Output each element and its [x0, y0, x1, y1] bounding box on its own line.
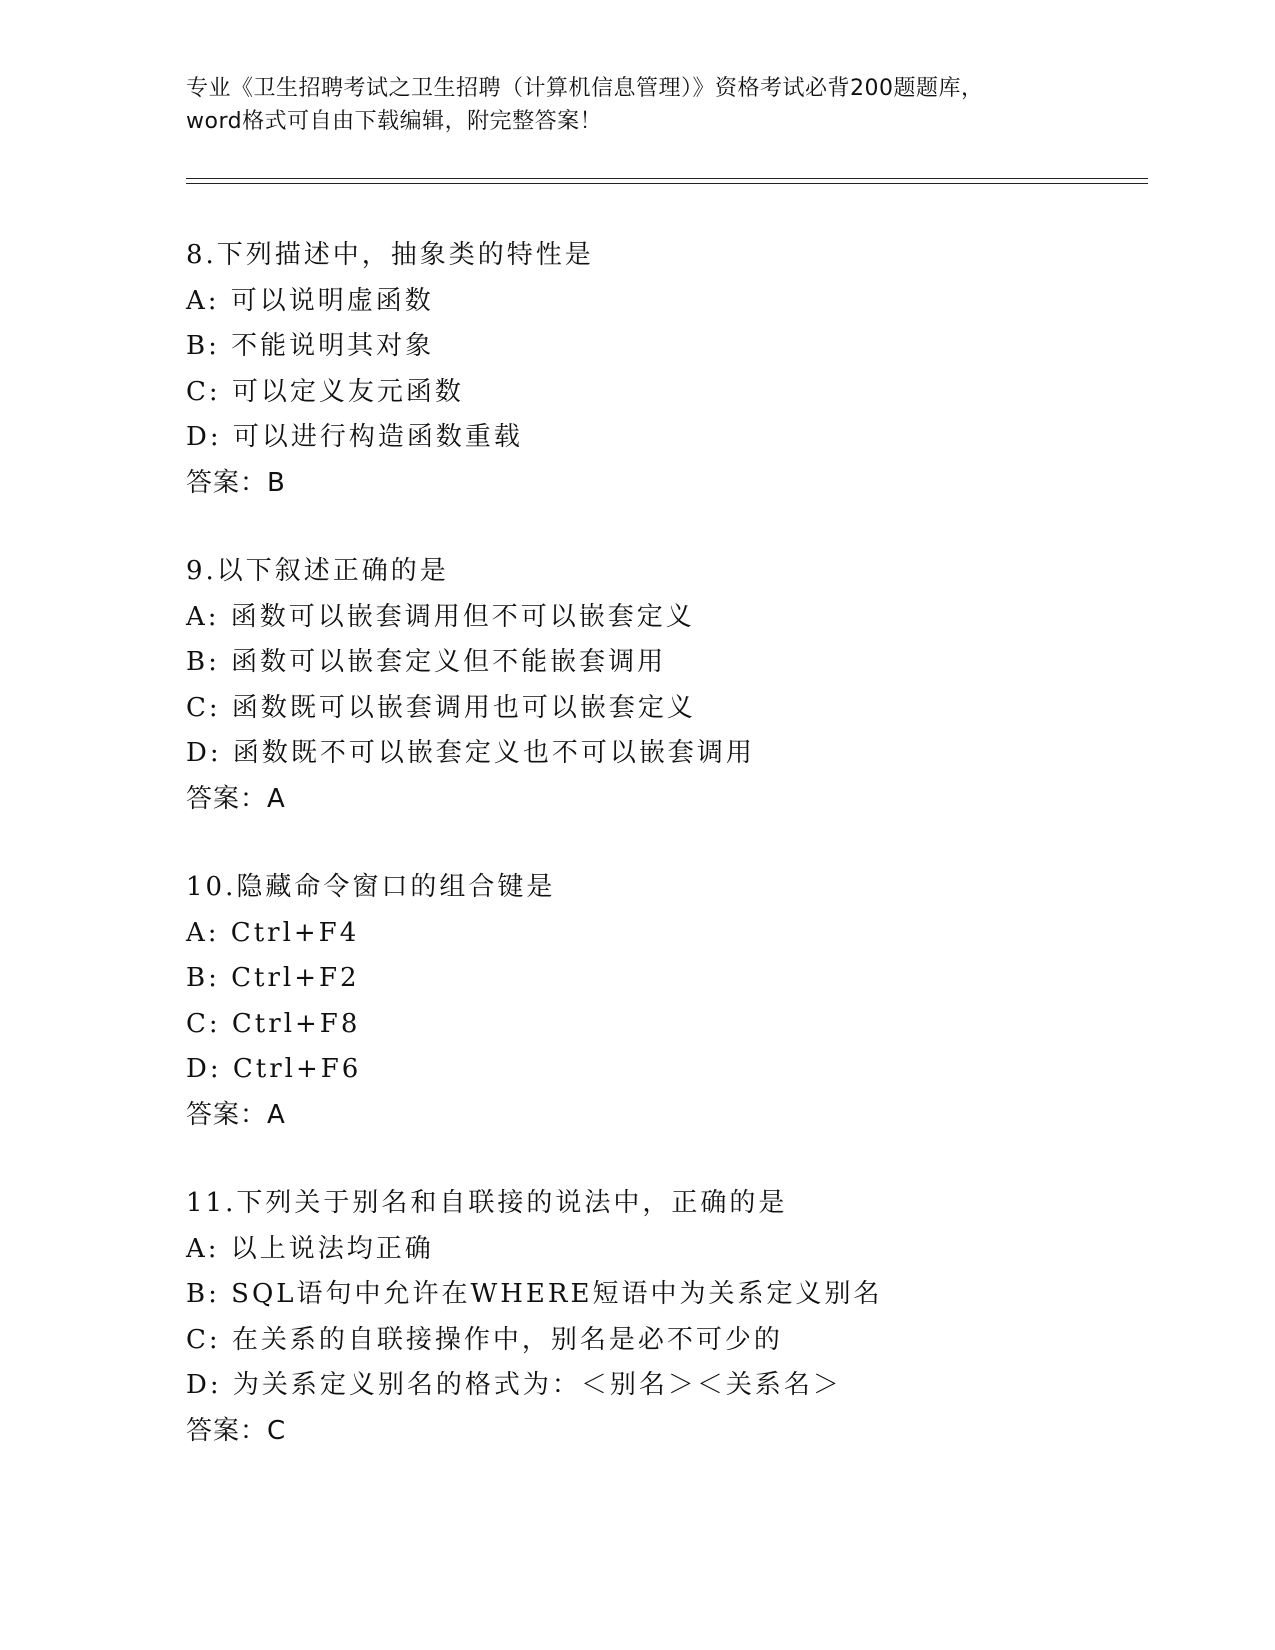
option-b: B: Ctrl+F2	[186, 963, 360, 993]
option-d: D: 函数既不可以嵌套定义也不可以嵌套调用	[186, 738, 755, 768]
question-list	[186, 233, 1146, 1497]
option-b: B: 函数可以嵌套定义但不能嵌套调用	[186, 647, 667, 677]
header-line-1: 专业《卫生招聘考试之卫生招聘（计算机信息管理）》资格考试必背200题题库，	[186, 76, 984, 101]
header-line-2: word格式可自由下载编辑，附完整答案！	[186, 109, 603, 134]
question-11	[186, 1181, 1146, 1454]
option-c: C: 可以定义友元函数	[186, 376, 464, 407]
option-a: A: 函数可以嵌套调用但不可以嵌套定义	[186, 601, 695, 632]
option-b: B: SQL语句中允许在WHERE短语中为关系定义别名	[186, 1279, 883, 1309]
question-stem: 9.以下叙述正确的是	[186, 556, 449, 586]
document-header	[186, 72, 1146, 138]
question-8	[186, 233, 1146, 506]
question-stem: 8.下列描述中，抽象类的特性是	[186, 240, 594, 270]
option-c: C: Ctrl+F8	[186, 1008, 361, 1039]
answer-line: 答案：B	[186, 467, 286, 498]
option-a: A: Ctrl+F4	[186, 917, 360, 948]
answer-line: 答案：C	[186, 1415, 287, 1446]
question-10	[186, 865, 1146, 1138]
question-stem: 11.下列关于别名和自联接的说法中，正确的是	[186, 1188, 788, 1218]
option-a: A: 以上说法均正确	[186, 1233, 434, 1264]
option-d: D: 可以进行构造函数重载	[186, 422, 523, 452]
option-b: B: 不能说明其对象	[186, 331, 435, 361]
header-divider-bottom	[186, 183, 1148, 184]
option-c: C: 在关系的自联接操作中，别名是必不可少的	[186, 1324, 783, 1355]
answer-line: 答案：A	[186, 1099, 286, 1130]
option-c: C: 函数既可以嵌套调用也可以嵌套定义	[186, 692, 696, 723]
option-d: D: Ctrl+F6	[186, 1054, 362, 1084]
option-d: D: 为关系定义别名的格式为：＜别名＞＜关系名＞	[186, 1370, 842, 1400]
option-a: A: 可以说明虚函数	[186, 285, 434, 316]
answer-line: 答案：A	[186, 783, 286, 814]
question-9	[186, 549, 1146, 822]
question-stem: 10.隐藏命令窗口的组合键是	[186, 872, 556, 902]
header-divider-top	[186, 178, 1148, 179]
